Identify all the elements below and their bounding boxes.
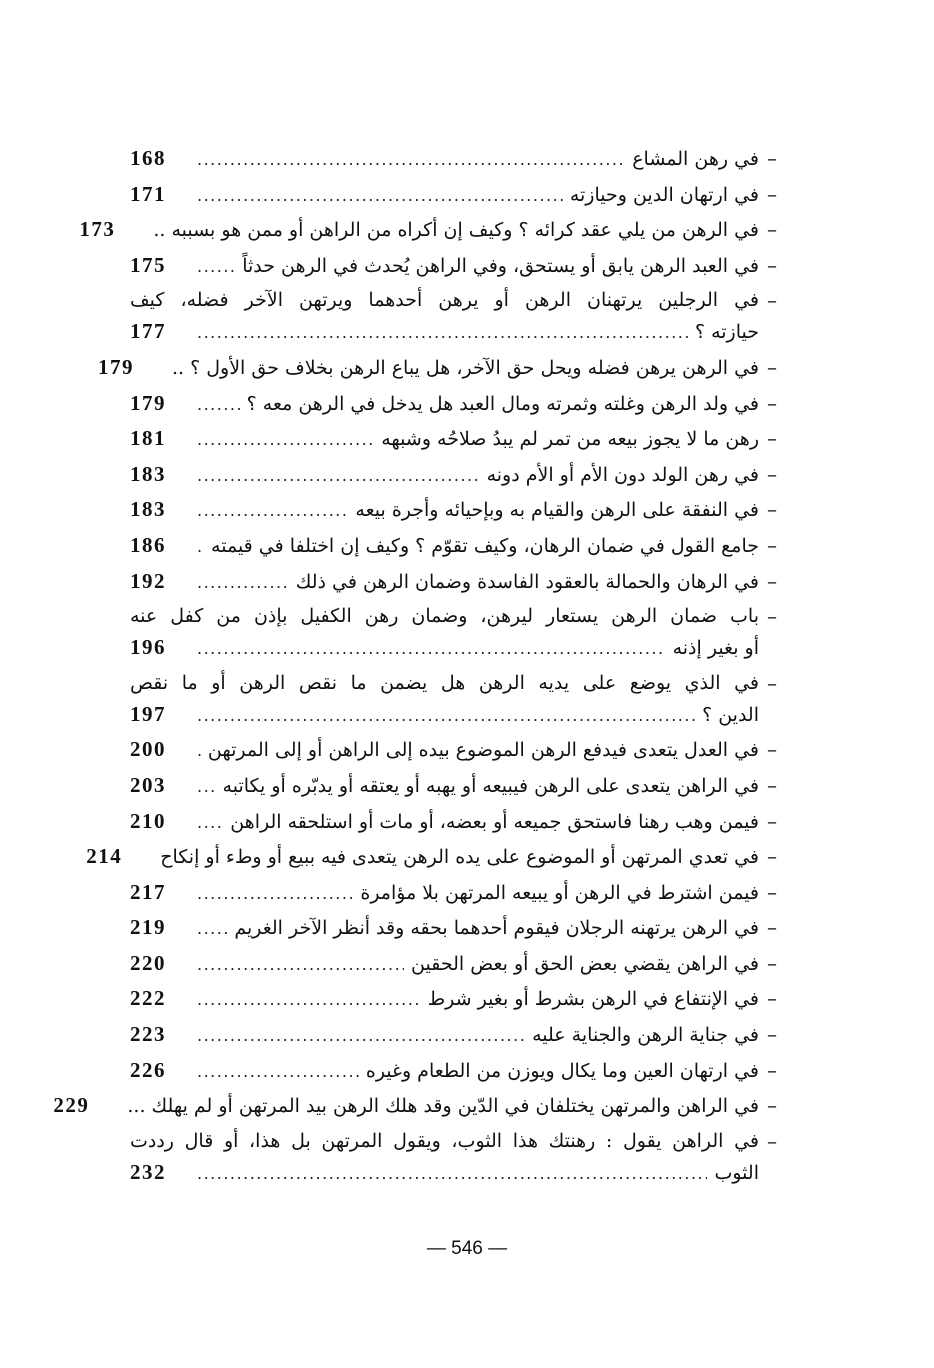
list-bullet-dash: – <box>767 1093 777 1118</box>
toc-entry-body <box>130 566 759 597</box>
toc-page-number: 179 <box>97 354 134 379</box>
toc-entry <box>130 1126 785 1188</box>
toc-page-number: 183 <box>130 461 166 486</box>
dot-leader <box>197 317 688 348</box>
toc-page-number: 173 <box>79 217 116 242</box>
dot-leader <box>197 913 227 944</box>
toc-page-number: 219 <box>130 915 166 940</box>
toc-page-number: 214 <box>86 844 123 869</box>
toc-entry-title: في الراهن والمرتهن يختلفان في الدّين وقد هلك الرهن بيد المرتهن أو لم يهلك ... <box>127 1095 759 1118</box>
toc-entry-body <box>53 1090 759 1121</box>
toc-entry-line <box>86 841 759 872</box>
toc-entry <box>130 948 785 979</box>
toc-entry <box>130 668 785 730</box>
toc-entry-body <box>130 388 759 419</box>
toc-entry-title-line: في الذي يوضع على يديه الرهن هل يضمن ما نقص الرهن أو ما نقص <box>130 671 759 694</box>
dot-leader <box>197 531 204 562</box>
toc-page-number: 168 <box>130 146 166 170</box>
toc-entry-title-line: في الراهن يقول : رهنتك هذا الثوب، ويقول المرتهن بل هذا، أو قال رددت <box>130 1129 759 1152</box>
toc-entry-title: في الراهن يتعدى على الرهن فيبيعه أو يهبه أو يعتقه أو يدبّره أو يكاتبه <box>222 774 759 797</box>
toc-page-number: 232 <box>130 1159 166 1184</box>
toc-entry-title: جامع القول في ضمان الرهان، وكيف تقوّم ؟ وكيف إن اختلفا في قيمته <box>211 534 759 557</box>
dot-leader <box>197 180 563 211</box>
list-bullet-dash: – <box>767 986 777 1011</box>
toc-entry-title: فيمن وهب رهنا فاستحق جميعه أو بعضه، أو مات أو استلحقه الراهن <box>230 810 759 833</box>
list-bullet-dash: – <box>767 461 777 486</box>
list-bullet-dash: – <box>767 808 777 833</box>
toc-entry-body <box>130 494 759 525</box>
toc-entry <box>130 566 785 597</box>
toc-entry-line <box>130 459 759 490</box>
toc-entry-body <box>97 352 759 383</box>
toc-entry <box>130 143 785 174</box>
toc-entry-title: في ولد الرهن وغلته وثمرته ومال العبد هل يدخل في الرهن معه ؟ <box>246 392 759 415</box>
toc-entry-line <box>130 388 759 419</box>
toc-entry-title: في النفقة على الرهن والقيام به وبإحيائه وأجرة بيعه <box>355 499 759 522</box>
dot-leader <box>197 700 695 731</box>
toc-entry <box>53 1090 785 1121</box>
toc-entry-line <box>130 494 759 525</box>
toc-entry-title: فيمن اشترط في الرهن أو يبيعه المرتهن بلا مؤامرة <box>360 881 759 904</box>
toc-page-number: 197 <box>130 701 166 726</box>
toc-entry-body <box>130 1126 759 1188</box>
toc-entry-line <box>130 770 759 801</box>
toc-entry-body <box>130 983 759 1014</box>
toc-entry-line <box>130 948 759 979</box>
toc-entry-body <box>130 912 759 943</box>
list-bullet-dash: – <box>767 181 777 206</box>
list-bullet-dash: – <box>767 426 777 451</box>
toc-entry-line <box>97 352 759 383</box>
toc-entry-title: في الرهن يرتهنه الرجلان فيقوم أحدهما بحقه وقد أنظر الآخر الغريم <box>234 917 759 940</box>
toc-page-number: 171 <box>130 181 166 206</box>
list-bullet-dash: – <box>767 217 777 242</box>
dot-leader <box>197 878 353 909</box>
toc-entry-title: أو بغير إذنه <box>672 637 759 660</box>
toc-entry-line <box>130 316 759 347</box>
toc-entry <box>79 214 785 245</box>
toc-page-number: 223 <box>130 1022 166 1047</box>
toc-entry <box>130 806 785 837</box>
toc-entry-body <box>130 250 759 281</box>
list-bullet-dash: – <box>767 354 777 379</box>
dot-leader <box>197 735 201 766</box>
toc-entry-body <box>130 601 759 663</box>
list-bullet-dash: – <box>767 568 777 593</box>
toc-entry-title: في الراهن يقضي بعض الحق أو بعض الحقين <box>411 952 759 975</box>
toc-entry-title-line: في الرجلين يرتهنان الرهن أو يرهن أحدهما ويرتهن الآخر فضله، كيف <box>130 289 759 312</box>
dot-leader <box>197 460 480 491</box>
toc-entry-line <box>130 699 759 730</box>
table-of-contents <box>53 143 785 1192</box>
list-bullet-dash: – <box>767 604 777 629</box>
toc-entry-body <box>130 1019 759 1050</box>
toc-entry <box>130 601 785 663</box>
toc-entry-title: في العبد الرهن يابق أو يستحق، وفي الراهن يُحدث في الرهن حدثاً <box>242 254 759 277</box>
toc-entry <box>130 770 785 801</box>
toc-page-number: 222 <box>130 986 166 1011</box>
toc-entry-title: في تعدي المرتهن أو الموضوع على يده الرهن يتعدى فيه ببيع أو وطء أو إنكاح <box>160 846 759 869</box>
toc-entry <box>130 912 785 943</box>
toc-entry <box>130 250 785 281</box>
dot-leader <box>197 949 404 980</box>
toc-entry <box>130 983 785 1014</box>
toc-entry <box>130 494 785 525</box>
toc-entry-title: في ارتهان العين وما يكال ويوزن من الطعام وغيره <box>365 1059 759 1082</box>
toc-entry-body <box>79 214 759 245</box>
toc-entry <box>130 423 785 454</box>
list-bullet-dash: – <box>767 1057 777 1082</box>
dot-leader <box>197 144 625 175</box>
toc-page-number: 192 <box>130 568 166 593</box>
list-bullet-dash: – <box>767 1022 777 1047</box>
dot-leader <box>197 807 223 838</box>
toc-entry-body <box>130 143 759 174</box>
list-bullet-dash: – <box>767 737 777 762</box>
toc-entry-body <box>130 806 759 837</box>
toc-entry-title-line: باب ضمان الرهن يستعار ليرهن، وضمان رهن الكفيل بإذن من كفل عنه <box>130 605 759 628</box>
toc-entry-title: في العدل يتعدى فيدفع الرهن الموضوع بيده إلى الراهن أو إلى المرتهن <box>207 739 759 762</box>
toc-entry <box>130 179 785 210</box>
toc-entry-line <box>130 250 759 281</box>
toc-entry-line <box>130 806 759 837</box>
list-bullet-dash: – <box>767 879 777 904</box>
dot-leader <box>197 389 240 420</box>
toc-entry-body <box>130 285 759 347</box>
toc-entry <box>130 877 785 908</box>
toc-page-number: 177 <box>130 319 166 344</box>
toc-page-number: 210 <box>130 808 166 833</box>
toc-entry-line <box>130 1019 759 1050</box>
list-bullet-dash: – <box>767 772 777 797</box>
toc-entry-title: في رهن الولد دون الأم أو الأم دونه <box>486 463 759 486</box>
toc-entry-title: في الرهن من يلي عقد كرائه ؟ وكيف إن أكراه من الراهن أو ممن هو بسببه .. <box>153 219 759 242</box>
dot-leader <box>197 1158 707 1189</box>
toc-entry-line <box>130 530 759 561</box>
toc-entry-body <box>130 459 759 490</box>
list-bullet-dash: – <box>767 844 777 869</box>
toc-entry-title: في جناية الرهن والجناية عليه <box>532 1024 759 1047</box>
toc-entry-title: في رهن المشاع <box>632 148 759 170</box>
list-bullet-dash: – <box>767 497 777 522</box>
toc-entry-line <box>130 423 759 454</box>
list-bullet-dash: – <box>767 390 777 415</box>
toc-entry-body <box>130 877 759 908</box>
toc-entry-body <box>130 948 759 979</box>
dot-leader <box>197 424 374 455</box>
toc-entry-title: في الرهن يرهن فضله ويحل حق الآخر، هل يباع الرهن بخلاف حق الأول ؟ .. <box>171 356 759 379</box>
toc-entry-line <box>130 1157 759 1188</box>
toc-entry-line <box>130 734 759 765</box>
dot-leader <box>197 495 348 526</box>
toc-entry-title: في ارتهان الدين وحيازته <box>569 183 759 206</box>
toc-page-number: 179 <box>130 390 166 415</box>
toc-entry-line <box>130 1055 759 1086</box>
toc-entry-title: رهن ما لا يجوز بيعه من تمر لم يبدُ صلاحُه وشبهه <box>381 428 759 451</box>
dot-leader <box>197 984 421 1015</box>
list-bullet-dash: – <box>767 288 777 313</box>
list-bullet-dash: – <box>767 915 777 940</box>
list-bullet-dash: – <box>767 670 777 695</box>
list-bullet-dash: – <box>767 532 777 557</box>
toc-entry-title: حيازته ؟ <box>694 321 759 344</box>
list-bullet-dash: – <box>767 146 777 170</box>
toc-page-number: 196 <box>130 635 166 660</box>
toc-entry-line <box>53 1090 759 1121</box>
dot-leader <box>197 633 666 664</box>
toc-entry-body <box>130 668 759 730</box>
toc-entry-line <box>79 214 759 245</box>
toc-entry-body <box>130 530 759 561</box>
toc-page-number: 181 <box>130 426 166 451</box>
toc-entry-body <box>130 1055 759 1086</box>
toc-page-number: 175 <box>130 252 166 277</box>
dot-leader <box>197 771 216 802</box>
list-bullet-dash: – <box>767 1128 777 1153</box>
list-bullet-dash: – <box>767 950 777 975</box>
toc-page-number: 203 <box>130 772 166 797</box>
toc-entry-title: الدين ؟ <box>702 703 759 726</box>
toc-entry-line <box>130 912 759 943</box>
dot-leader <box>197 1020 525 1051</box>
toc-entry-line <box>130 983 759 1014</box>
toc-entry-title: في الرهان والحمالة بالعقود الفاسدة وضمان الرهن في ذلك <box>295 570 759 593</box>
page-number-footer: — 546 — <box>426 1238 508 1259</box>
toc-entry-title: في الإنتفاع في الرهن بشرط أو بغير شرط <box>427 988 759 1011</box>
toc-page-number: 186 <box>130 532 166 557</box>
toc-entry <box>130 285 785 347</box>
dot-leader <box>197 1056 359 1087</box>
toc-entry-line <box>130 877 759 908</box>
toc-entry <box>130 1055 785 1086</box>
toc-entry <box>86 841 785 872</box>
toc-entry-line <box>130 566 759 597</box>
dot-leader <box>197 567 289 598</box>
toc-entry-line <box>130 179 759 210</box>
toc-entry <box>130 734 785 765</box>
toc-page-number: 200 <box>130 737 166 762</box>
toc-entry-body <box>130 423 759 454</box>
toc-entry <box>97 352 785 383</box>
toc-page-number: 220 <box>130 950 166 975</box>
toc-entry-body <box>130 179 759 210</box>
toc-page-number: 217 <box>130 879 166 904</box>
toc-entry <box>130 388 785 419</box>
toc-entry <box>130 459 785 490</box>
toc-entry-line <box>130 143 759 174</box>
toc-entry-line <box>130 632 759 663</box>
toc-page-number: 183 <box>130 497 166 522</box>
dot-leader <box>197 251 235 282</box>
toc-entry-body <box>130 770 759 801</box>
toc-entry-title: الثوب <box>714 1161 759 1184</box>
toc-entry-body <box>86 841 759 872</box>
toc-entry <box>130 530 785 561</box>
toc-entry-body <box>130 734 759 765</box>
toc-page-number: 229 <box>53 1093 90 1118</box>
list-bullet-dash: – <box>767 252 777 277</box>
toc-page-number: 226 <box>130 1057 166 1082</box>
toc-entry <box>130 1019 785 1050</box>
